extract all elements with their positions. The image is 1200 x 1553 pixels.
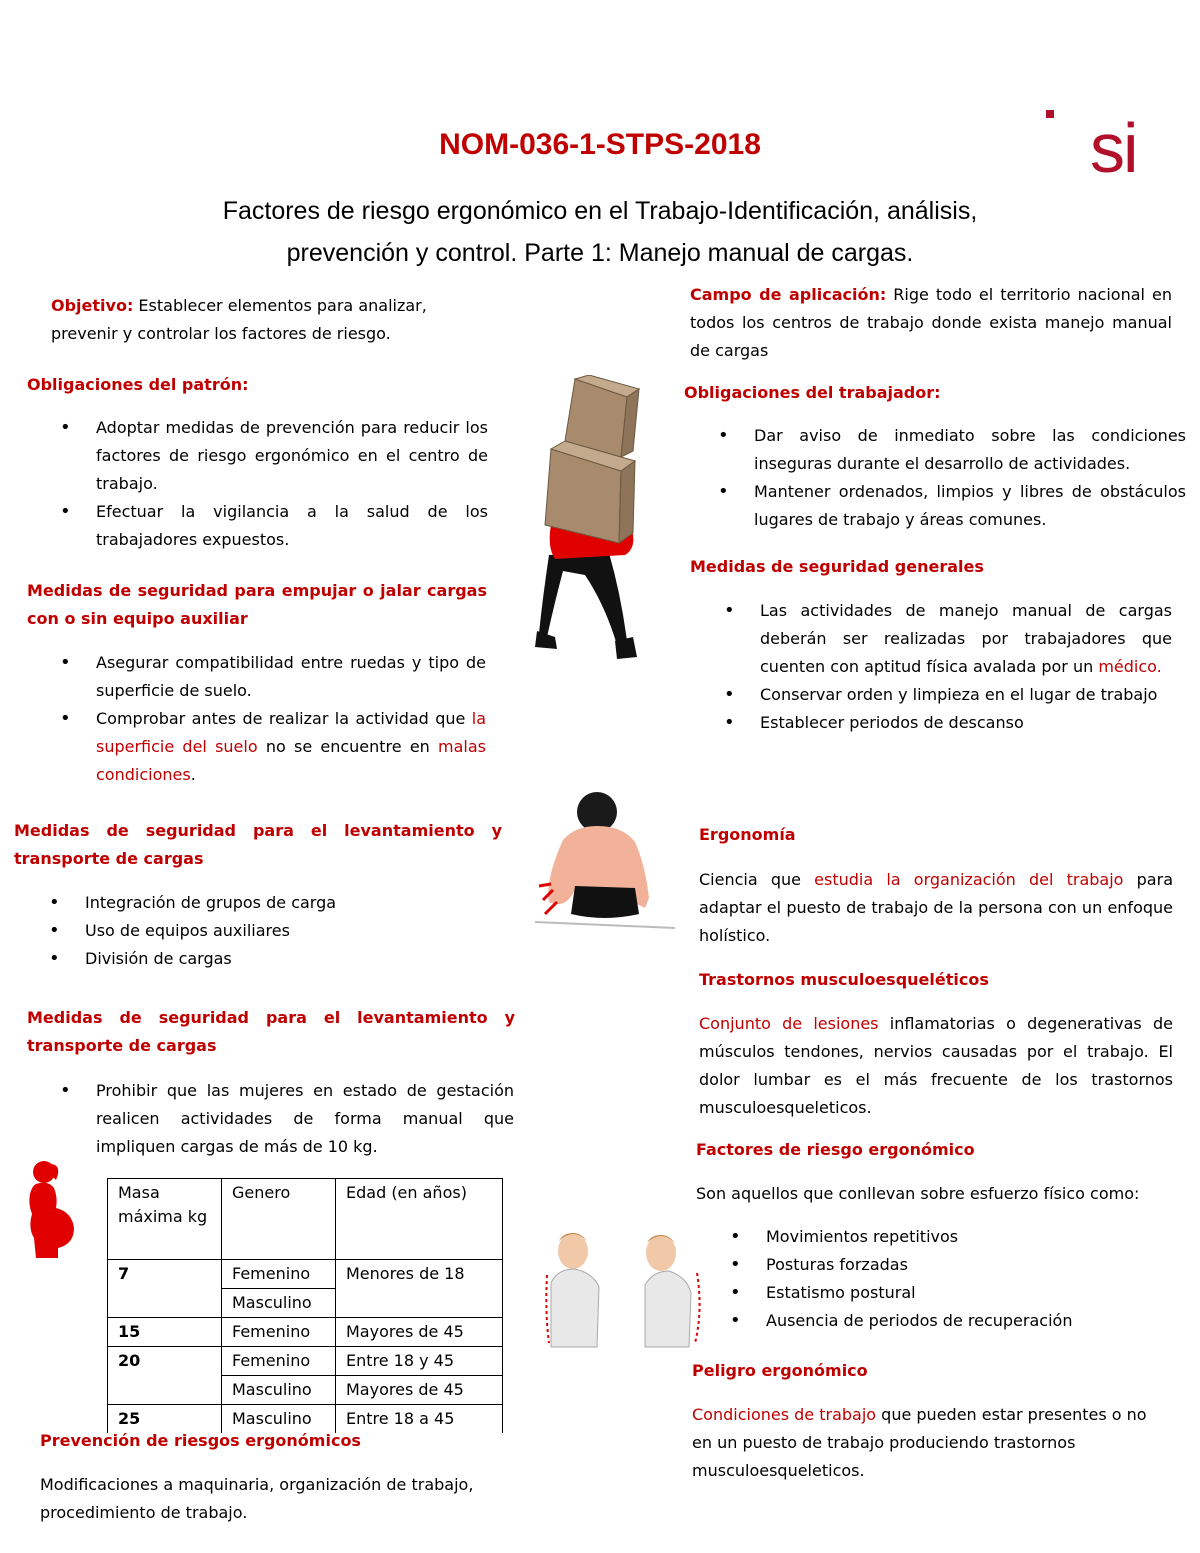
- campo-text: Rige todo el territorio nacional en todos los centros de trabajo donde exista manejo manual de cargas: [690, 285, 1172, 360]
- factores-list: [766, 1223, 1176, 1335]
- table-row: [108, 1318, 503, 1347]
- objetivo-section: [51, 292, 471, 348]
- list-item: • Adoptar medidas de prevención para reducir los factores de riesgo ergonómico en el centro de trabajo.: [96, 414, 488, 498]
- back-pain-illustration: [535, 790, 675, 930]
- prevencion-text: Modificaciones a maquinaria, organización de trabajo, procedimiento de trabajo.: [40, 1475, 474, 1522]
- table-cell: Entre 18 y 45: [336, 1347, 503, 1376]
- generales-list: [760, 597, 1172, 737]
- table-cell: Menores de 18: [336, 1260, 503, 1318]
- table-cell: 25: [108, 1405, 222, 1434]
- list-item: • Integración de grupos de carga: [85, 889, 485, 917]
- obligaciones-patron-list: [96, 414, 488, 554]
- table-row: [108, 1260, 503, 1289]
- pregnant-woman-icon: [22, 1158, 84, 1262]
- levantamiento2-list: [96, 1077, 514, 1161]
- table-cell: 7: [108, 1260, 222, 1318]
- table-header-cell: Edad (en años): [336, 1179, 503, 1260]
- worker-carrying-boxes-illustration: [515, 375, 647, 683]
- table-cell: Masculino: [222, 1376, 336, 1405]
- document-subtitle: Factores de riesgo ergonómico en el Trabajo-Identificación, análisis, prevención y control. Parte 1: Manejo manual de cargas.: [222, 197, 978, 267]
- posture-illustration: [545, 1223, 715, 1351]
- table-header-row: [108, 1179, 503, 1260]
- trastornos-heading: Trastornos musculoesqueléticos: [699, 970, 989, 989]
- table-header-cell: Genero: [222, 1179, 336, 1260]
- list-item: • Estatismo postural: [766, 1279, 1176, 1307]
- table-cell: Masculino: [222, 1289, 336, 1318]
- table-cell: Femenino: [222, 1347, 336, 1376]
- logo: si: [1090, 109, 1137, 187]
- list-item: • Ausencia de periodos de recuperación: [766, 1307, 1176, 1335]
- obligaciones-patron-heading: Obligaciones del patrón:: [27, 375, 249, 394]
- list-item: • Prohibir que las mujeres en estado de gestación realicen actividades de forma manual que impliquen cargas de más de 10 kg.: [96, 1077, 514, 1161]
- obligaciones-trabajador-heading: Obligaciones del trabajador:: [684, 383, 941, 402]
- factores-heading: Factores de riesgo ergonómico: [696, 1140, 975, 1159]
- empujar-heading: Medidas de seguridad para empujar o jalar cargas con o sin equipo auxiliar: [27, 581, 487, 628]
- logo-dot: [1046, 110, 1054, 118]
- list-item: • Efectuar la vigilancia a la salud de los trabajadores expuestos.: [96, 498, 488, 554]
- table-cell: Mayores de 45: [336, 1376, 503, 1405]
- list-item: • Dar aviso de inmediato sobre las condiciones inseguras durante el desarrollo de actividades.: [754, 422, 1186, 478]
- peligro-heading: Peligro ergonómico: [692, 1361, 868, 1380]
- table-cell: Mayores de 45: [336, 1318, 503, 1347]
- ergonomia-heading: Ergonomía: [699, 825, 796, 844]
- list-item: • Mantener ordenados, limpios y libres de obstáculos lugares de trabajo y áreas comunes.: [754, 478, 1186, 534]
- campo-section: [690, 281, 1172, 365]
- table-cell: 20: [108, 1347, 222, 1405]
- prevencion-heading: Prevención de riesgos ergonómicos: [40, 1431, 361, 1450]
- list-item: • Asegurar compatibilidad entre ruedas y tipo de superficie de suelo.: [96, 649, 486, 705]
- levantamiento1-heading: Medidas de seguridad para el levantamiento y transporte de cargas: [14, 821, 502, 868]
- list-item: • División de cargas: [85, 945, 485, 973]
- table-header-cell: Masa máxima kg: [108, 1179, 222, 1260]
- list-item: • Posturas forzadas: [766, 1251, 1176, 1279]
- generales-heading: Medidas de seguridad generales: [690, 557, 984, 576]
- cargas-table: [107, 1178, 503, 1433]
- obligaciones-trabajador-list: [754, 422, 1186, 534]
- table-cell: 15: [108, 1318, 222, 1347]
- list-item: • Las actividades de manejo manual de cargas deberán ser realizadas por trabajadores que cuenten con aptitud física avalada por un médico.: [760, 597, 1172, 681]
- campo-label: Campo de aplicación:: [690, 285, 887, 304]
- ergonomia-text: Ciencia que estudia la organización del trabajo para adaptar el puesto de trabajo de la persona con un enfoque holístico.: [699, 870, 1173, 945]
- empujar-list: [96, 649, 486, 789]
- table-cell: Femenino: [222, 1318, 336, 1347]
- peligro-text: Condiciones de trabajo que pueden estar presentes o no en un puesto de trabajo produciendo trastornos musculoesqueleticos.: [692, 1405, 1147, 1480]
- levantamiento1-list: [85, 889, 485, 973]
- trastornos-text: Conjunto de lesiones inflamatorias o degenerativas de músculos tendones, nervios causadas por el trabajo. El dolor lumbar es el más frecuente de los trastornos musculoesqueleticos.: [699, 1014, 1173, 1117]
- objetivo-text: Establecer elementos para analizar, prevenir y controlar los factores de riesgo.: [51, 296, 427, 343]
- list-item: • Uso de equipos auxiliares: [85, 917, 485, 945]
- table-cell: Femenino: [222, 1260, 336, 1289]
- levantamiento2-heading: Medidas de seguridad para el levantamiento y transporte de cargas: [27, 1008, 515, 1055]
- list-item: • Conservar orden y limpieza en el lugar de trabajo: [760, 681, 1172, 709]
- document-title: NOM-036-1-STPS-2018: [439, 128, 761, 161]
- list-item: • Establecer periodos de descanso: [760, 709, 1172, 737]
- table-cell: Masculino: [222, 1405, 336, 1434]
- list-item: • Comprobar antes de realizar la actividad que la superficie del suelo no se encuentre en malas condiciones.: [96, 705, 486, 789]
- table-cell: Entre 18 a 45: [336, 1405, 503, 1434]
- objetivo-label: Objetivo:: [51, 296, 134, 315]
- list-item: • Movimientos repetitivos: [766, 1223, 1176, 1251]
- factores-intro: Son aquellos que conllevan sobre esfuerzo físico como:: [696, 1184, 1140, 1203]
- table-row: [108, 1347, 503, 1376]
